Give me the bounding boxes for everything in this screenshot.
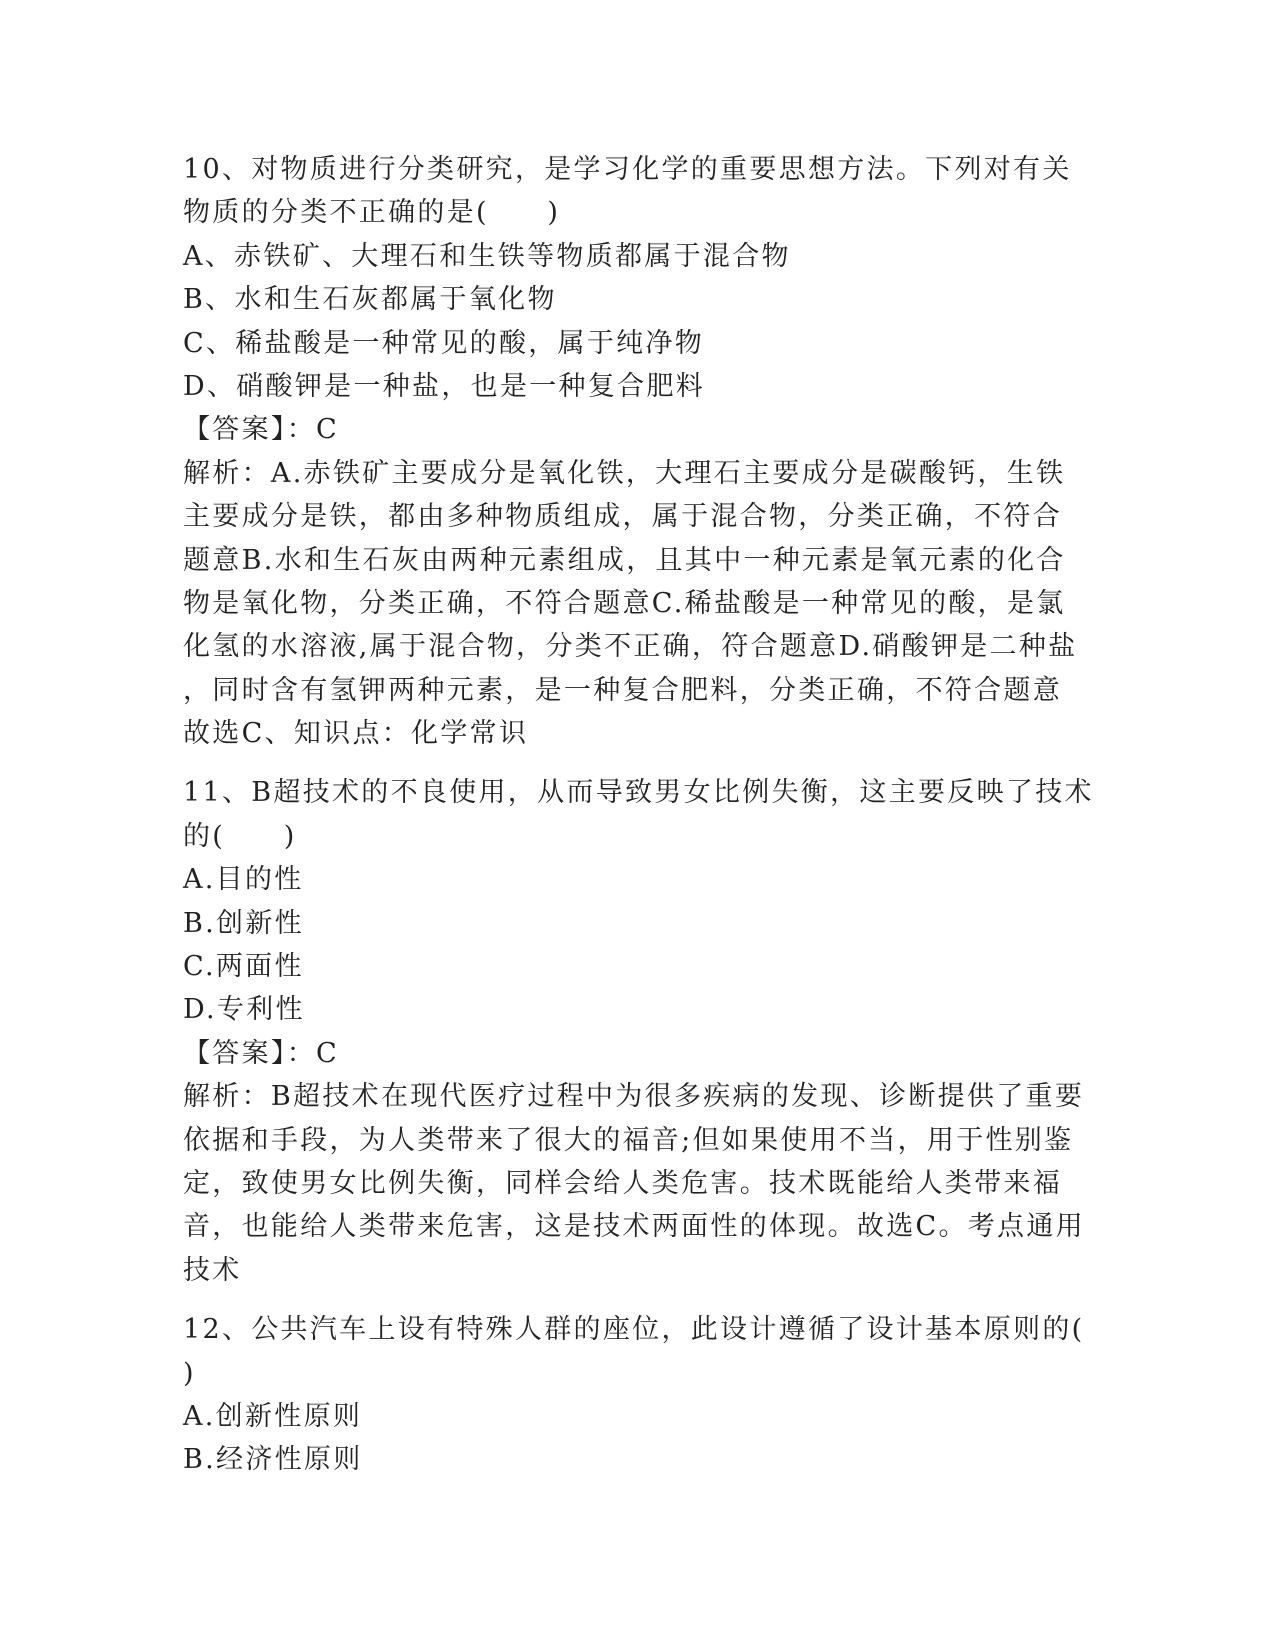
question-text: 12、公共汽车上设有特殊人群的座位，此设计遵循了设计基本原则的( [183, 1314, 1085, 1346]
option-d: D、硝酸钾是一种盐，也是一种复合肥料 [183, 370, 706, 402]
explanation-text: 解析：B超技术在现代医疗过程中为很多疾病的发现、诊断提供了重要 [183, 1081, 1085, 1113]
answer-label: 【答案】：C [183, 1037, 339, 1069]
explanation-text: 依据和手段，为人类带来了很大的福音;但如果使用不当，用于性别鉴 [183, 1124, 1074, 1156]
explanation-text: ，同时含有氢钾两种元素，是一种复合肥料，分类正确，不符合题意 [183, 674, 1062, 706]
option-b: B、水和生石灰都属于氧化物 [183, 284, 557, 316]
question-text: 的( ) [183, 820, 297, 852]
question-text: 11、B超技术的不良使用，从而导致男女比例失衡，这主要反映了技术 [183, 777, 1094, 809]
document-page [183, 148, 1094, 1482]
option-a: A.创新性原则 [183, 1400, 363, 1432]
answer-label: 【答案】：C [183, 414, 339, 446]
question-10 [183, 148, 1083, 755]
explanation-text: 技术 [183, 1254, 242, 1286]
option-c: C.两面性 [183, 951, 304, 983]
explanation-text: 音，也能给人类带来危害，这是技术两面性的体现。故选C。考点通用 [183, 1211, 1085, 1243]
question-gap [183, 755, 1083, 771]
explanation-text: 化氢的水溶液,属于混合物，分类不正确，符合题意D.硝酸钾是二种盐 [183, 631, 1078, 663]
question-text: 10、对物质进行分类研究，是学习化学的重要思想方法。下列对有关 [183, 154, 1072, 185]
option-a: A.目的性 [183, 864, 304, 896]
question-11 [183, 771, 1094, 1292]
option-c: C、稀盐酸是一种常见的酸，属于纯净物 [183, 327, 705, 359]
explanation-text: 题意B.水和生石灰由两种元素组成，且其中一种元素是氧元素的化合 [183, 544, 1066, 576]
explanation-text: 主要成分是铁，都由多种物质组成，属于混合物，分类正确，不符合 [183, 501, 1062, 533]
explanation-text: 故选C、知识点：化学常识 [183, 718, 529, 750]
explanation-text: 定，致使男女比例失衡，同样会给人类危害。技术既能给人类带来福 [183, 1167, 1062, 1199]
question-gap [183, 1292, 1083, 1308]
question-text: ) [183, 1357, 196, 1389]
option-b: B.创新性 [183, 907, 304, 939]
question-text: 物质的分类不正确的是( ) [183, 197, 561, 229]
option-b: B.经济性原则 [183, 1444, 363, 1476]
question-12 [183, 1308, 1083, 1482]
explanation-text: 物是氧化物，分类正确，不符合题意C.稀盐酸是一种常见的酸，是氯 [183, 587, 1066, 619]
explanation-text: 解析：A.赤铁矿主要成分是氧化铁，大理石主要成分是碳酸钙，生铁 [183, 457, 1066, 489]
option-d: D.专利性 [183, 994, 305, 1026]
option-a: A、赤铁矿、大理石和生铁等物质都属于混合物 [183, 240, 791, 272]
